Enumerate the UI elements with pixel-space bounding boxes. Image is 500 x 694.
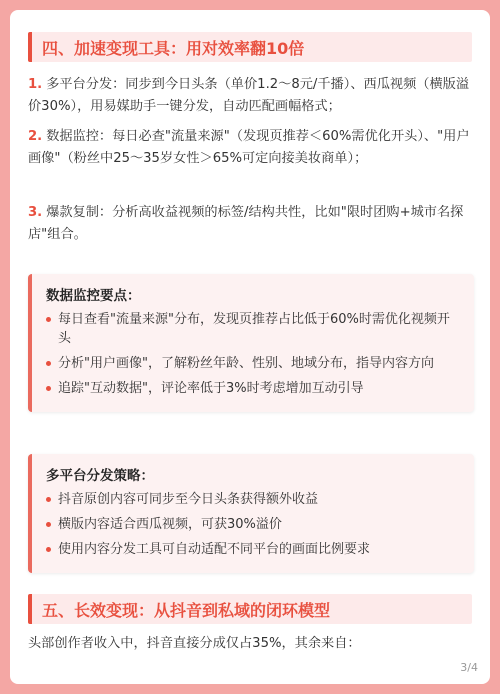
card-item bbox=[46, 490, 462, 509]
card-item-text: 横版内容适合西瓜视频，可获30%溢价 bbox=[58, 517, 282, 532]
section-4-heading bbox=[28, 32, 472, 62]
card-item bbox=[46, 354, 462, 373]
bullet-dot-icon bbox=[46, 317, 51, 322]
bullet-dot-icon bbox=[46, 522, 51, 527]
bullet-dot-icon bbox=[46, 361, 51, 366]
data-monitoring-card bbox=[28, 274, 474, 412]
page bbox=[10, 10, 490, 684]
card-item-text: 抖音原创内容可同步至今日头条获得额外收益 bbox=[58, 492, 319, 507]
card-item bbox=[46, 310, 462, 348]
intro-text: 头部创作者收入中，抖音直接分成仅占35%，其余来自： bbox=[28, 636, 361, 651]
item-number: 1. bbox=[28, 77, 43, 92]
section-5-title: 五、长效变现：从抖音到私域的闭环模型 bbox=[42, 600, 331, 620]
item-text: 数据监控：每日必查"流量来源"（发现页推荐＜60%需优化开头）、"用户画像"（粉丝中25～35岁女性＞65%可定向接美妆商单）； bbox=[28, 129, 470, 166]
bullet-dot-icon bbox=[46, 386, 51, 391]
card-item-text: 每日查看"流量来源"分布，发现页推荐占比低于60%时需优化视频开头 bbox=[58, 312, 450, 346]
list-item-1 bbox=[28, 74, 474, 118]
list-item-2 bbox=[28, 126, 474, 170]
card-item-text: 分析"用户画像"，了解粉丝年龄、性别、地域分布，指导内容方向 bbox=[58, 356, 434, 371]
list-item-3 bbox=[28, 202, 474, 246]
item-number: 2. bbox=[28, 129, 43, 144]
bullet-dot-icon bbox=[46, 497, 51, 502]
card-item-text: 追踪"互动数据"，评论率低于3%时考虑增加互动引导 bbox=[58, 381, 364, 396]
item-text: 多平台分发：同步到今日头条（单价1.2～8元/千播）、西瓜视频（横版溢价30%），用易媒助手一键分发，自动匹配画幅格式； bbox=[28, 77, 470, 114]
item-text: 爆款复制：分析高收益视频的标签/结构共性，比如"限时团购+城市名探店"组合。 bbox=[28, 205, 464, 242]
bullet-dot-icon bbox=[46, 547, 51, 552]
section-5-heading bbox=[28, 594, 472, 624]
section-4-title: 四、加速变现工具：用对效率翻10倍 bbox=[42, 38, 305, 58]
page-number: 3/4 bbox=[460, 661, 478, 674]
card-item bbox=[46, 540, 462, 559]
distribution-strategy-card bbox=[28, 454, 474, 573]
card-item bbox=[46, 379, 462, 398]
item-number: 3. bbox=[28, 205, 43, 220]
card-item bbox=[46, 515, 462, 534]
card-title: 多平台分发策略： bbox=[46, 468, 154, 484]
card-title: 数据监控要点： bbox=[46, 288, 141, 304]
card-item-text: 使用内容分发工具可自动适配不同平台的画面比例要求 bbox=[58, 542, 371, 557]
